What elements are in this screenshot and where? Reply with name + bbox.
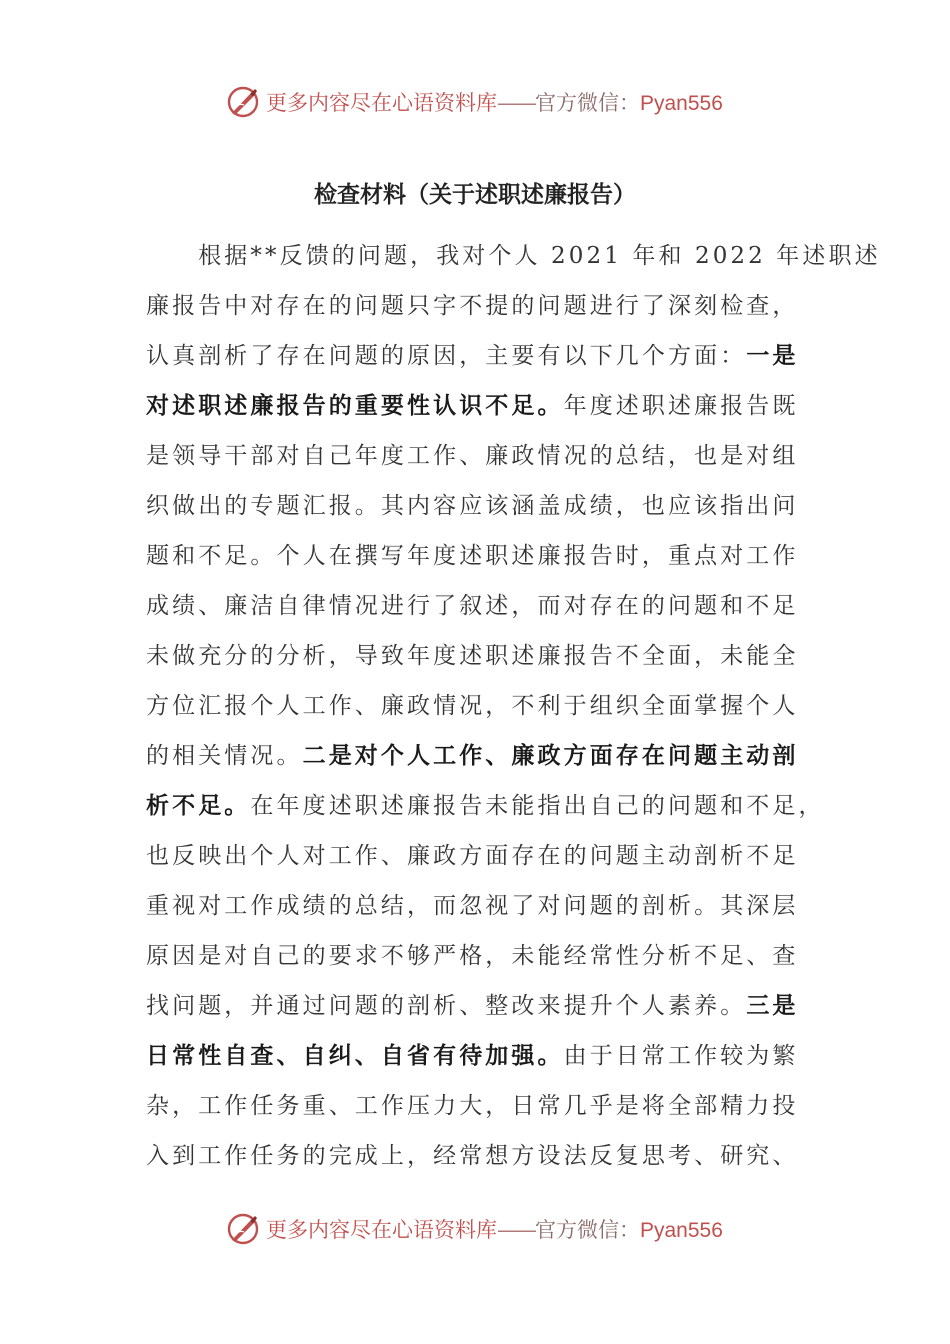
text-line [146,731,811,781]
text-segment: 廉报告中对存在的问题只字不提的问题进行了深刻检查， [146,293,799,319]
text-segment: 题和不足。个人在撰写年度述职述廉报告时，重点对工作 [146,543,799,569]
text-segment: 也反映出个人对工作、廉政方面存在的问题主动剖析不足 [146,843,799,869]
banner-wechat-id: Pyan556 [640,1219,723,1242]
text-line [146,931,811,981]
document-body [146,231,881,1181]
text-segment: 未做充分的分析，导致年度述职述廉报告不全面，未能全 [146,643,799,669]
pen-logo-icon [226,85,260,119]
text-segment: 成绩、廉洁自律情况进行了叙述，而对存在的问题和不足 [146,593,799,619]
banner-wechat-label: 官方微信： [535,1218,640,1242]
text-line [146,881,811,931]
text-line [146,831,811,881]
banner-dash: —— [497,1218,535,1242]
text-segment: 织做出的专题汇报。其内容应该涵盖成绩，也应该指出问 [146,493,799,519]
banner-dash: —— [497,91,535,115]
text-segment: 找问题，并通过问题的剖析、整改来提升个人素养。 [146,993,747,1019]
text-line [146,531,811,581]
text-segment: 原因是对自己的要求不够严格，未能经常性分析不足、查 [146,943,799,969]
bold-text-segment: 一是 [746,342,799,369]
header-banner [0,81,950,125]
footer-banner [0,1208,950,1252]
bold-text-segment: 日常性自查、自纠、自省有待加强。 [146,1042,564,1069]
text-line [146,781,825,831]
banner-brand: 更多内容尽在心语资料库 [266,91,497,115]
text-segment: 年度述职述廉报告既 [563,393,799,419]
text-segment: 根据**反馈的问题，我对个人 2021 年和 2022 年述职述 [146,243,881,269]
banner-wechat-label: 官方微信： [535,91,640,115]
text-segment: 是领导干部对自己年度工作、廉政情况的总结，也是对组 [146,443,799,469]
text-segment: 认真剖析了存在问题的原因，主要有以下几个方面： [146,343,747,369]
bold-text-segment: 三是 [746,992,799,1019]
text-segment: 由于日常工作较为繁 [563,1043,799,1069]
bold-text-segment: 二是对个人工作、廉政方面存在问题主动剖 [302,742,799,769]
text-line [146,681,811,731]
text-line [146,281,811,331]
document-title: 检查材料（关于述职述廉报告） [314,181,636,208]
text-line [146,581,811,631]
text-segment: 方位汇报个人工作、廉政情况，不利于组织全面掌握个人 [146,693,799,719]
text-segment: 入到工作任务的完成上，经常想方设法反复思考、研究、 [146,1143,799,1169]
banner-wechat-id: Pyan556 [640,92,723,115]
text-line [146,1031,811,1081]
bold-text-segment: 对述职述廉报告的重要性认识不足。 [146,392,564,419]
bold-text-segment: 析不足。 [146,792,251,819]
text-line [146,981,811,1031]
text-segment: 杂，工作任务重、工作压力大，日常几乎是将全部精力投 [146,1093,799,1119]
text-line [146,1131,811,1181]
text-segment: 在年度述职述廉报告未能指出自己的问题和不足， [250,793,825,819]
pen-logo-icon [226,1212,260,1246]
text-segment: 重视对工作成绩的总结，而忽视了对问题的剖析。其深层 [146,893,799,919]
text-line [146,331,811,381]
text-line [146,1081,811,1131]
text-segment: 的相关情况。 [146,743,303,769]
banner-text [266,88,723,119]
text-line [146,431,811,481]
banner-text [266,1215,723,1246]
text-line [146,631,811,681]
text-line [146,381,811,431]
text-line [146,231,881,281]
text-line [146,481,811,531]
banner-brand: 更多内容尽在心语资料库 [266,1218,497,1242]
